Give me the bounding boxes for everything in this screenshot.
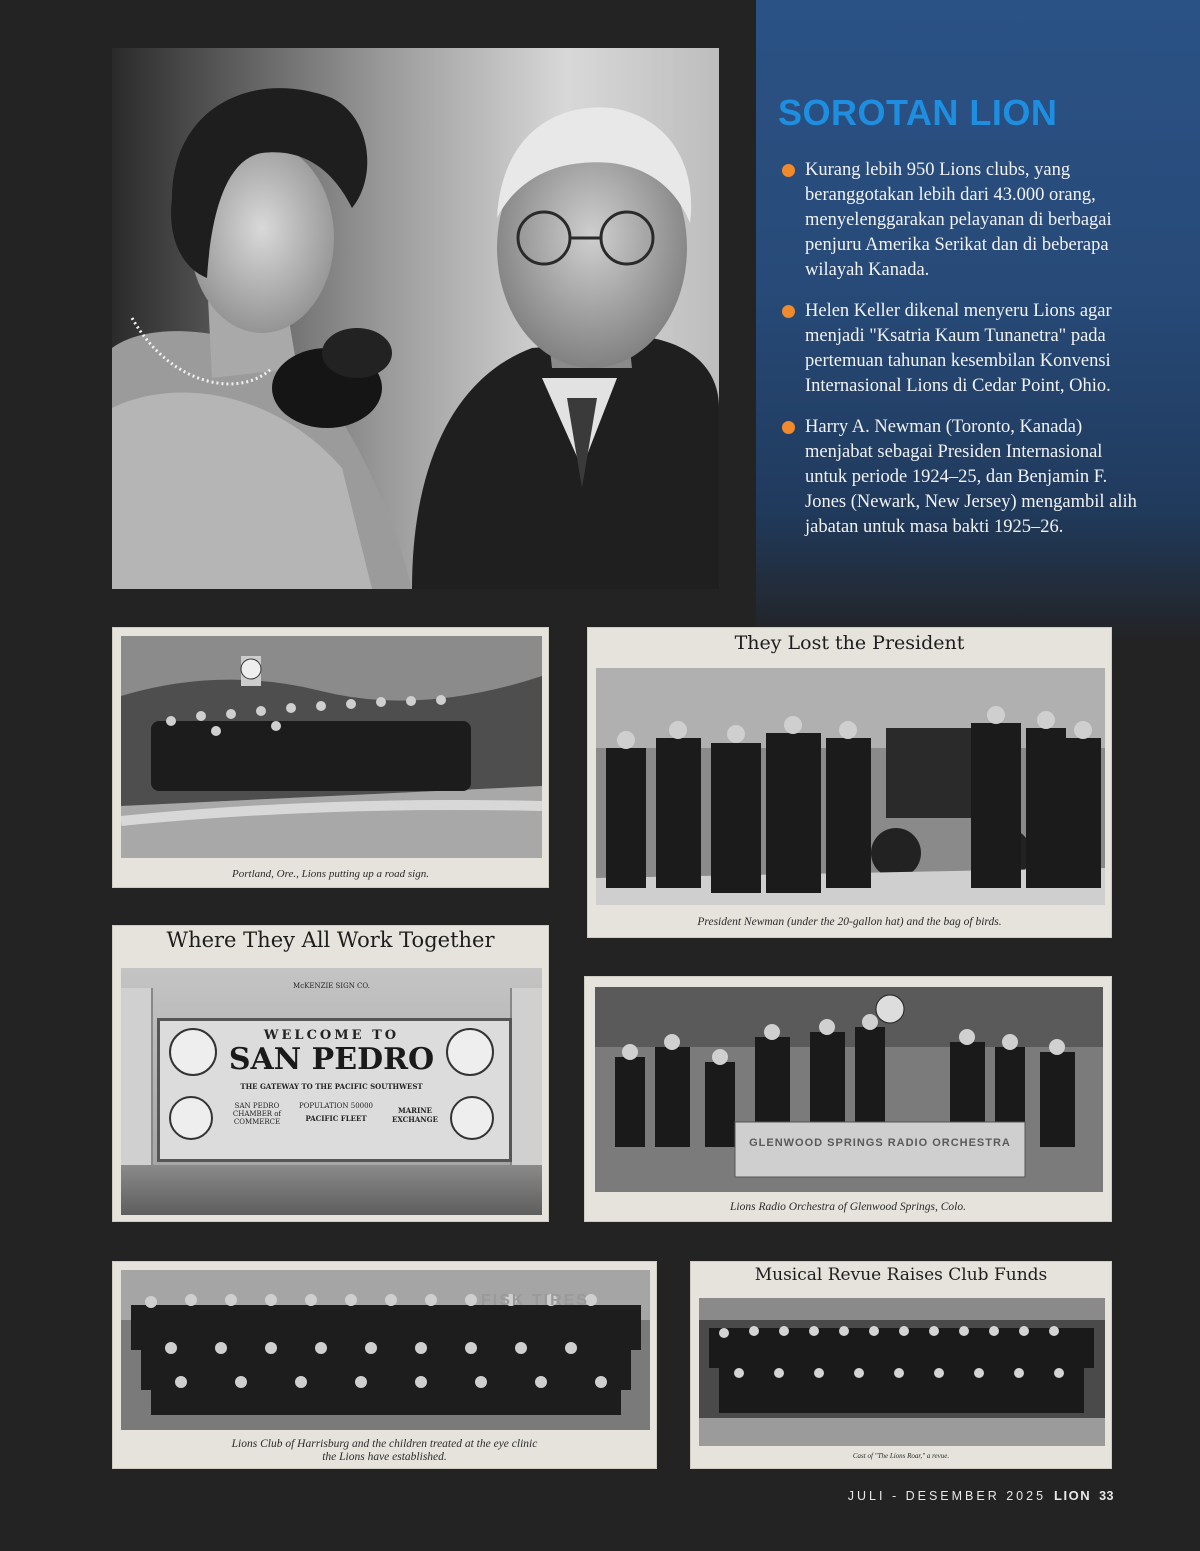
revue-clipping-title: Musical Revue Raises Club Funds [754, 1265, 1048, 1285]
portland-photo [121, 636, 542, 858]
sign-marine-text: MARINE EXCHANGE [392, 1106, 438, 1124]
san-pedro-sign-photo [121, 968, 542, 1215]
highlight-text: Kurang lebih 950 Lions clubs, yang beranggotakan lebih dari 43.000 orang, menyelenggarakan pelayanan di berbagai penjuru Amerika Serikat dan di beberapa wilayah Kanada. [805, 160, 1112, 280]
magazine-brand: LION [1054, 1488, 1092, 1503]
harrisburg-caption-line-1: Lions Club of Harrisburg and the children treated at the eye clinic [231, 1438, 538, 1450]
highlight-item [780, 415, 1140, 540]
highlight-text: Harry A. Newman (Toronto, Kanada) menjabat sebagai Presiden Internasional untuk periode 1924–25, dan Benjamin F. Jones (Newark, New Jersey) mengambil alih jabatan untuk masa bakti 1925–26. [805, 417, 1137, 537]
president-clipping-title: They Lost the President [734, 632, 965, 654]
keller-newman-portrait-photo [112, 48, 719, 589]
revue-photo [699, 1298, 1105, 1446]
sign-city-text: SAN PEDRO [228, 1042, 435, 1077]
orchestra-caption: Lions Radio Orchestra of Glenwood Springs, Colo. [730, 1201, 966, 1213]
sign-maker-label: McKENZIE SIGN CO. [293, 982, 370, 990]
bullet-dot-icon [782, 164, 795, 177]
highlights-heading: SOROTAN LION [778, 92, 1058, 133]
bullet-dot-icon [782, 305, 795, 318]
president-clipping [587, 627, 1112, 938]
highlight-item [780, 158, 1140, 283]
orchestra-banner-text: GLENWOOD SPRINGS RADIO ORCHESTRA [749, 1137, 1011, 1149]
page-number: 33 [1099, 1489, 1114, 1503]
sign-welcome-text: WELCOME TO [263, 1028, 400, 1043]
sign-population-text: POPULATION 50000 [298, 1102, 374, 1110]
portland-caption: Portland, Ore., Lions putting up a road sign. [232, 868, 429, 880]
highlight-item [780, 299, 1140, 399]
harrisburg-photo [121, 1270, 650, 1430]
bullet-dot-icon [782, 421, 795, 434]
page-footer [848, 1488, 1114, 1503]
sign-fleet-text: PACIFIC FLEET [305, 1114, 367, 1123]
highlights-list [780, 158, 1140, 556]
chamber-emblem-icon [169, 1096, 213, 1140]
orchestra-clipping [584, 976, 1112, 1222]
president-caption: President Newman (under the 20-gallon hat) and the bag of birds. [697, 916, 1002, 928]
san-pedro-clipping [112, 925, 549, 1222]
harrisburg-caption [113, 1438, 656, 1464]
harrisburg-clipping [112, 1261, 657, 1469]
revue-clipping [690, 1261, 1112, 1469]
sign-chamber-text: SAN PEDRO CHAMBER of COMMERCE [232, 1102, 282, 1126]
portland-clipping [112, 627, 549, 888]
san-pedro-clipping-title: Where They All Work Together [166, 928, 495, 952]
issue-date: JULI - DESEMBER 2025 [847, 1489, 1047, 1503]
exchange-emblem-icon [450, 1096, 494, 1140]
orchestra-photo [595, 987, 1103, 1192]
harrisburg-caption-line-2: the Lions have established. [322, 1451, 447, 1463]
fisk-tires-wall-sign: FISK TIRES [481, 1292, 590, 1309]
sign-tagline-text: THE GATEWAY TO THE PACIFIC SOUTHWEST [240, 1082, 423, 1091]
highlight-text: Helen Keller dikenal menyeru Lions agar menjadi "Ksatria Kaum Tunanetra" pada pertemuan tahunan kesembilan Konvensi Internasional Lions di Cedar Point, Ohio. [805, 301, 1112, 396]
president-photo [596, 668, 1105, 905]
revue-caption: Cast of "The Lions Roar," a revue. [852, 1452, 950, 1460]
